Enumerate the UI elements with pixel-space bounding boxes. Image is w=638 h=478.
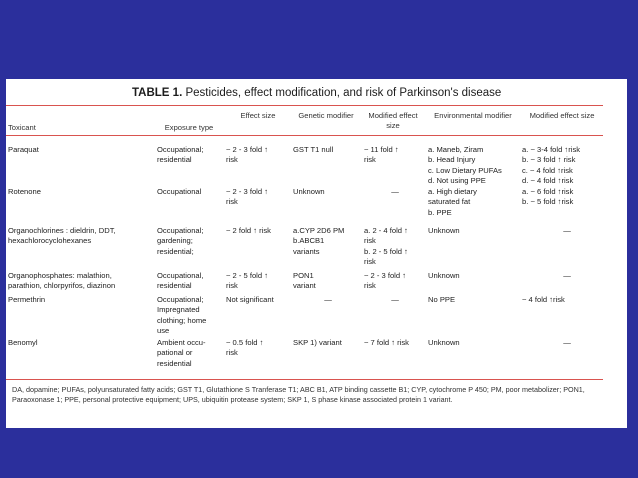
table-cell-env-effect <box>522 145 612 186</box>
table-cell-toxicant <box>8 145 156 155</box>
cell-line: a. High dietary <box>428 187 477 196</box>
cell-line: hexachlorocyclohexanes <box>8 236 92 246</box>
cell-line: b. ~ 3 fold ↑ risk <box>522 155 576 165</box>
table-cell-env <box>428 187 520 218</box>
cell-line: ~ 7 fold ↑ risk <box>364 338 409 347</box>
table-cell-env-effect <box>522 187 612 208</box>
cell-line: c. ~ 4 fold ↑risk <box>522 165 573 175</box>
table-cell-gen-effect <box>364 145 426 166</box>
column-header: Environmental modifier <box>434 111 512 120</box>
cell-line: ~ 0.5 fold ↑ <box>226 338 264 347</box>
table-cell-gen-effect <box>364 271 426 292</box>
table-cell-exposure <box>157 187 225 197</box>
cell-line: Organophosphates: malathion, <box>8 271 112 280</box>
column-header: Genetic modifier <box>298 111 354 120</box>
cell-line: No PPE <box>428 295 456 304</box>
table-cell-gen-effect <box>364 295 426 305</box>
cell-line: risk <box>364 256 376 266</box>
cell-line: risk <box>226 348 238 358</box>
table-footnote: DA, dopamine; PUFAs, polyunsaturated fatty acids; GST T1, Glutathione S Tranferase T1; ABC B1, ATP binding cassette B1; CYP, cytochrome P 450; PM, poor metabolizer; PON1, Paraoxonase 1; PPE, personal protective equipment; UPS, ubiquitin protease system; SKP 1, S phase kinase associated protein 1 variant. <box>12 385 585 404</box>
cell-line: ~ 2 - 3 fold ↑ <box>364 271 406 280</box>
cell-line: risk <box>364 236 376 246</box>
table-cell-env <box>428 145 520 186</box>
cell-line: risk <box>226 155 238 165</box>
rule-top <box>6 105 603 106</box>
cell-line: Organochlorines : dieldrin, DDT, <box>8 226 116 235</box>
table-cell-genetic <box>293 338 363 348</box>
cell-line: Unknown <box>428 338 460 347</box>
cell-line: ~ 4 fold ↑risk <box>522 295 565 304</box>
table-cell-genetic <box>293 145 363 155</box>
cell-line: Paraquat <box>8 145 39 154</box>
table-cell-gen-effect <box>364 338 426 348</box>
cell-line: Ambient occu- <box>157 338 206 347</box>
table-cell-toxicant <box>8 226 156 247</box>
column-header: Modified effect size <box>529 111 595 120</box>
table-title <box>132 87 501 99</box>
cell-line: variant <box>293 281 316 291</box>
cell-line: b. 2 - 5 fold ↑ <box>364 246 408 256</box>
table-cell-env <box>428 271 520 281</box>
cell-line: Permethrin <box>8 295 46 304</box>
cell-line: Occupational, <box>157 271 204 280</box>
cell-line: residential <box>157 281 192 291</box>
table-cell-genetic <box>293 226 363 257</box>
cell-line: ~ 2 fold ↑ risk <box>226 226 271 235</box>
cell-line: ~ 2 - 3 fold ↑ <box>226 145 268 154</box>
table-cell-toxicant <box>8 271 156 292</box>
cell-line: Impregnated <box>157 305 200 315</box>
table-cell-exposure <box>157 226 225 257</box>
table-cell-env-effect <box>522 271 612 281</box>
cell-line: b. PPE <box>428 207 452 217</box>
table-sheet <box>6 79 627 428</box>
column-header: Toxicant <box>8 123 36 132</box>
cell-line: clothing; home <box>157 315 207 325</box>
table-cell-env-effect <box>522 338 612 348</box>
cell-line: GST T1 null <box>293 145 334 154</box>
table-cell-toxicant <box>8 187 156 197</box>
cell-line: pational or <box>157 348 193 358</box>
cell-line: use <box>157 325 170 335</box>
table-cell-exposure <box>157 295 225 336</box>
cell-line: a. 2 - 4 fold ↑ <box>364 226 408 235</box>
cell-line: c. Low Dietary PUFAs <box>428 165 502 175</box>
cell-line: d. ~ 4 fold ↑risk <box>522 175 574 185</box>
table-cell-env-effect <box>522 226 612 236</box>
table-cell-gen-effect <box>364 226 426 267</box>
table-cell-toxicant <box>8 295 156 305</box>
table-cell-effect <box>226 226 292 236</box>
column-header: Modified effect size <box>368 111 418 131</box>
cell-line: gardening; <box>157 236 193 246</box>
cell-line: ~ 2 - 3 fold ↑ <box>226 187 268 196</box>
cell-line: a. Maneb, Ziram <box>428 145 484 154</box>
cell-line: a. ~ 3-4 fold ↑risk <box>522 145 581 154</box>
cell-line: ~ 11 fold ↑ <box>364 145 399 154</box>
table-cell-effect <box>226 145 292 166</box>
cell-line: Rotenone <box>8 187 41 196</box>
table-caption: Pesticides, effect modification, and risk of Parkinson's disease <box>182 87 502 99</box>
cell-line: — <box>391 187 399 196</box>
cell-line: residential <box>157 358 192 368</box>
column-header: Exposure type <box>164 123 214 132</box>
cell-line: — <box>324 295 332 304</box>
table-cell-env-effect <box>522 295 612 305</box>
table-cell-effect <box>226 271 292 292</box>
cell-line: Unknown <box>428 271 460 280</box>
rule-bottom <box>6 379 603 380</box>
table-cell-effect <box>226 187 292 208</box>
table-cell-env <box>428 226 520 236</box>
column-header: Effect size <box>240 111 276 120</box>
cell-line: Unknown <box>428 226 460 235</box>
cell-line: Occupational; <box>157 226 204 235</box>
cell-line: b. Head Injury <box>428 155 476 165</box>
cell-line: risk <box>226 281 238 291</box>
cell-line: — <box>391 295 399 304</box>
cell-line: SKP 1) variant <box>293 338 342 347</box>
table-cell-effect <box>226 295 292 305</box>
cell-line: b.ABCB1 <box>293 236 325 246</box>
cell-line: saturated fat <box>428 197 471 207</box>
cell-line: Occupational; <box>157 145 204 154</box>
cell-line: Benomyl <box>8 338 38 347</box>
cell-line: PON1 <box>293 271 314 280</box>
table-cell-exposure <box>157 271 225 292</box>
table-cell-genetic <box>293 271 363 292</box>
table-cell-toxicant <box>8 338 156 348</box>
cell-line: residential; <box>157 246 194 256</box>
cell-line: ~ 2 - 5 fold ↑ <box>226 271 268 280</box>
cell-line: b. ~ 5 fold ↑risk <box>522 197 574 207</box>
cell-line: Not significant <box>226 295 274 304</box>
cell-line: — <box>563 338 571 347</box>
cell-line: Occupational; <box>157 295 204 304</box>
table-cell-genetic <box>293 187 363 197</box>
table-cell-env <box>428 295 520 305</box>
cell-line: risk <box>364 281 376 291</box>
table-cell-genetic <box>293 295 363 305</box>
table-number: TABLE 1. <box>132 87 183 99</box>
cell-line: variants <box>293 246 320 256</box>
rule-header <box>6 135 603 136</box>
cell-line: — <box>563 271 571 280</box>
cell-line: d. Not using PPE <box>428 175 486 185</box>
cell-line: risk <box>364 155 376 165</box>
table-cell-exposure <box>157 145 225 166</box>
table-cell-effect <box>226 338 292 359</box>
cell-line: residential <box>157 155 192 165</box>
cell-line: Unknown <box>293 187 325 196</box>
cell-line: a.CYP 2D6 PM <box>293 226 345 235</box>
table-cell-gen-effect <box>364 187 426 197</box>
table-cell-exposure <box>157 338 225 369</box>
cell-line: — <box>563 226 571 235</box>
cell-line: Occupational <box>157 187 202 196</box>
cell-line: parathion, chlorpyrifos, diazinon <box>8 281 116 291</box>
cell-line: risk <box>226 197 238 207</box>
cell-line: a. ~ 6 fold ↑risk <box>522 187 574 196</box>
table-cell-env <box>428 338 520 348</box>
